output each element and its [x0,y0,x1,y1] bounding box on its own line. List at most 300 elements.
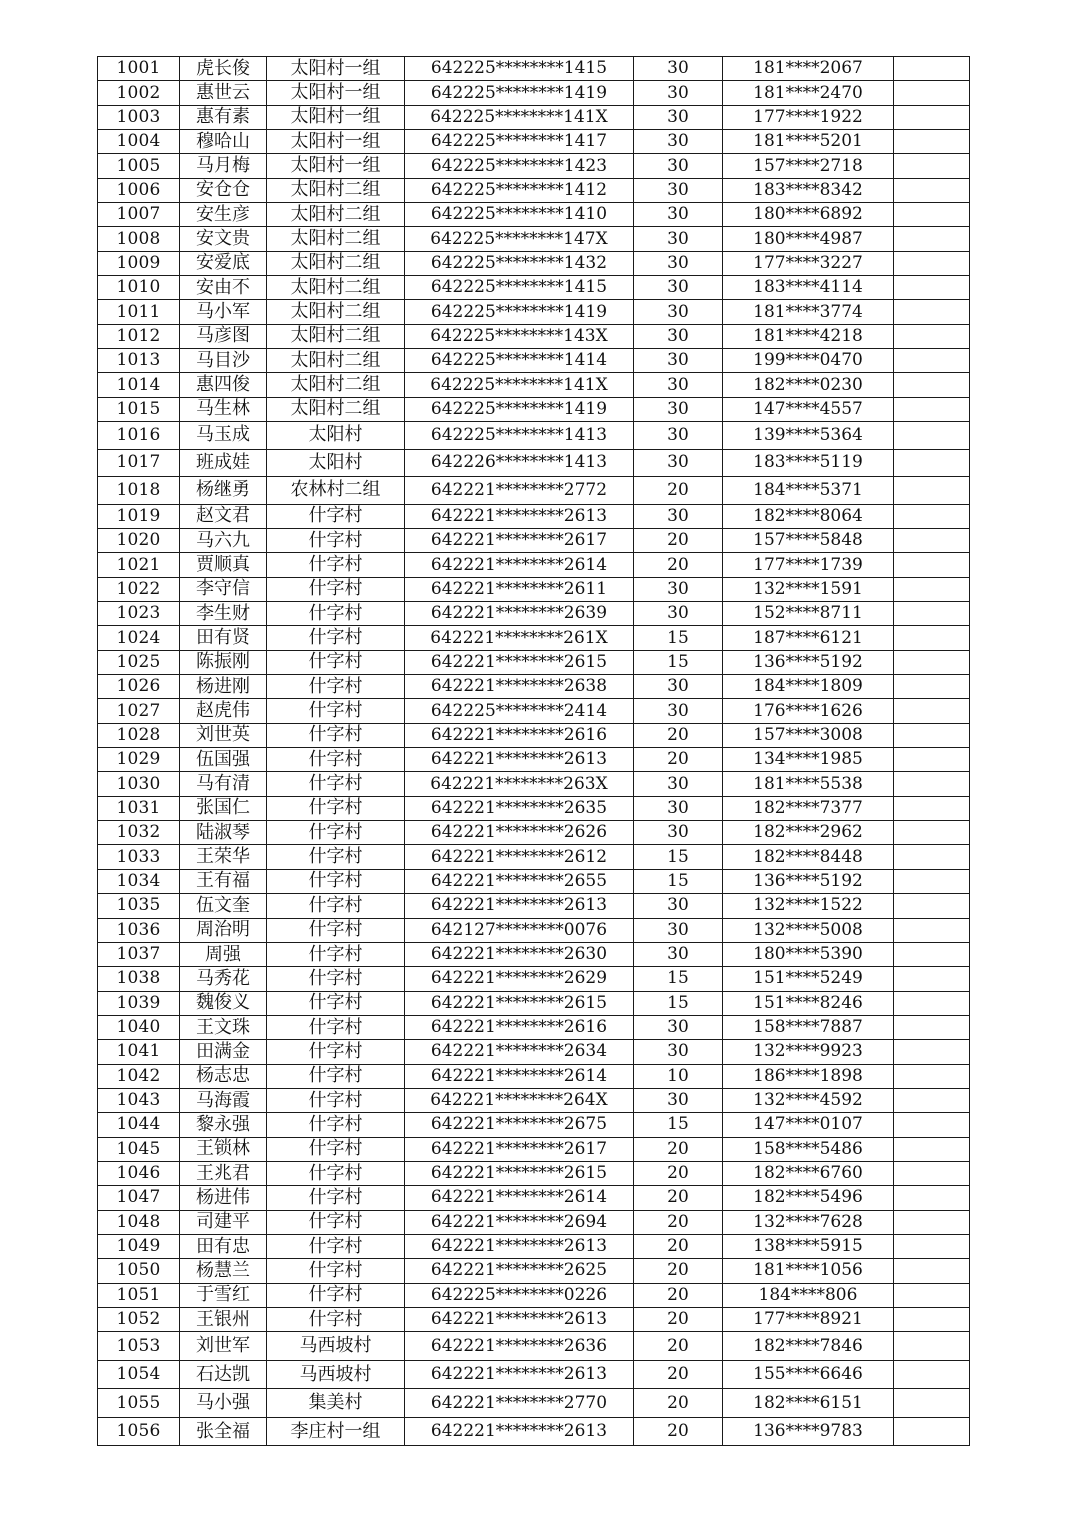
table-row [98,1088,970,1112]
name-cell: 刘世英 [180,723,267,747]
table-row [98,942,970,966]
phone-cell: 182****8064 [723,504,894,528]
table-row [98,1360,970,1389]
phone-cell: 132****5008 [723,918,894,942]
amount-cell: 20 [634,1234,723,1258]
name-cell: 马秀花 [180,967,267,991]
phone-cell: 136****5192 [723,650,894,674]
remark-cell [894,300,970,324]
name-cell: 虎长俊 [180,57,267,81]
village-cell: 太阳村 [267,449,405,477]
village-cell: 什字村 [267,1308,405,1332]
village-cell: 太阳村二组 [267,397,405,421]
remark-cell [894,81,970,105]
name-cell: 王兆君 [180,1161,267,1185]
phone-cell: 183****8342 [723,178,894,202]
amount-cell: 15 [634,991,723,1015]
phone-cell: 138****5915 [723,1234,894,1258]
table-row [98,699,970,723]
remark-cell [894,529,970,553]
amount-cell: 15 [634,626,723,650]
amount-cell: 20 [634,748,723,772]
name-cell: 安爱底 [180,251,267,275]
table-row [98,105,970,129]
village-cell: 什字村 [267,1113,405,1137]
table-row [98,553,970,577]
table-body [98,57,970,1446]
remark-cell [894,57,970,81]
id-number-cell: 642221********2634 [405,1040,634,1064]
id-number-cell: 642226********1413 [405,449,634,477]
phone-cell: 183****4114 [723,276,894,300]
id-number-cell: 642221********2611 [405,577,634,601]
amount-cell: 30 [634,449,723,477]
id-number-cell: 642221********263X [405,772,634,796]
phone-cell: 181****2067 [723,57,894,81]
id-number-cell: 642221********2615 [405,1161,634,1185]
name-cell: 杨继勇 [180,477,267,505]
table-row [98,1064,970,1088]
id-number-cell: 642225********1417 [405,130,634,154]
amount-cell: 30 [634,251,723,275]
serial-number-cell: 1026 [98,675,180,699]
phone-cell: 157****3008 [723,723,894,747]
phone-cell: 151****8246 [723,991,894,1015]
serial-number-cell: 1002 [98,81,180,105]
name-cell: 王银州 [180,1308,267,1332]
id-number-cell: 642225********1414 [405,349,634,373]
amount-cell: 20 [634,529,723,553]
table-row [98,796,970,820]
amount-cell: 30 [634,349,723,373]
village-cell: 太阳村二组 [267,324,405,348]
remark-cell [894,1389,970,1418]
id-number-cell: 642221********2772 [405,477,634,505]
table-row [98,1308,970,1332]
amount-cell: 30 [634,942,723,966]
remark-cell [894,1417,970,1446]
amount-cell: 30 [634,57,723,81]
id-number-cell: 642221********2613 [405,894,634,918]
remark-cell [894,602,970,626]
phone-cell: 181****4218 [723,324,894,348]
phone-cell: 181****3774 [723,300,894,324]
village-cell: 什字村 [267,553,405,577]
phone-cell: 136****9783 [723,1417,894,1446]
table-row [98,1113,970,1137]
serial-number-cell: 1023 [98,602,180,626]
amount-cell: 20 [634,1308,723,1332]
serial-number-cell: 1001 [98,57,180,81]
table-row [98,449,970,477]
serial-number-cell: 1050 [98,1259,180,1283]
village-cell: 太阳村二组 [267,251,405,275]
remark-cell [894,845,970,869]
table-row [98,650,970,674]
village-cell: 太阳村二组 [267,373,405,397]
remark-cell [894,991,970,1015]
amount-cell: 20 [634,1186,723,1210]
id-number-cell: 642221********2613 [405,748,634,772]
serial-number-cell: 1018 [98,477,180,505]
table-row [98,1137,970,1161]
village-cell: 什字村 [267,772,405,796]
name-cell: 黎永强 [180,1113,267,1137]
amount-cell: 30 [634,1015,723,1039]
id-number-cell: 642127********0076 [405,918,634,942]
serial-number-cell: 1051 [98,1283,180,1307]
village-cell: 集美村 [267,1389,405,1418]
phone-cell: 182****2962 [723,821,894,845]
remark-cell [894,577,970,601]
village-cell: 太阳村二组 [267,300,405,324]
village-cell: 什字村 [267,1064,405,1088]
id-number-cell: 642225********2414 [405,699,634,723]
name-cell: 穆哈山 [180,130,267,154]
village-cell: 什字村 [267,1137,405,1161]
village-cell: 什字村 [267,869,405,893]
name-cell: 安仓仓 [180,178,267,202]
remark-cell [894,1015,970,1039]
amount-cell: 30 [634,918,723,942]
remark-cell [894,942,970,966]
remark-cell [894,1040,970,1064]
serial-number-cell: 1014 [98,373,180,397]
id-number-cell: 642225********0226 [405,1283,634,1307]
village-cell: 李庄村一组 [267,1417,405,1446]
village-cell: 太阳村一组 [267,57,405,81]
amount-cell: 15 [634,967,723,991]
serial-number-cell: 1046 [98,1161,180,1185]
id-number-cell: 642221********2614 [405,1186,634,1210]
village-cell: 什字村 [267,1186,405,1210]
village-cell: 什字村 [267,626,405,650]
table-row [98,276,970,300]
name-cell: 惠四俊 [180,373,267,397]
remark-cell [894,1088,970,1112]
name-cell: 李守信 [180,577,267,601]
id-number-cell: 642225********147X [405,227,634,251]
serial-number-cell: 1027 [98,699,180,723]
name-cell: 马月梅 [180,154,267,178]
table-row [98,1015,970,1039]
id-number-cell: 642221********2638 [405,675,634,699]
village-cell: 太阳村二组 [267,349,405,373]
remark-cell [894,796,970,820]
serial-number-cell: 1049 [98,1234,180,1258]
remark-cell [894,553,970,577]
phone-cell: 157****2718 [723,154,894,178]
table-row [98,1417,970,1446]
amount-cell: 30 [634,1088,723,1112]
amount-cell: 20 [634,1259,723,1283]
name-cell: 王有福 [180,869,267,893]
amount-cell: 20 [634,1161,723,1185]
village-cell: 什字村 [267,942,405,966]
table-row [98,178,970,202]
phone-cell: 177****3227 [723,251,894,275]
table-row [98,1161,970,1185]
serial-number-cell: 1040 [98,1015,180,1039]
phone-cell: 158****7887 [723,1015,894,1039]
amount-cell: 30 [634,81,723,105]
amount-cell: 30 [634,373,723,397]
phone-cell: 182****6151 [723,1389,894,1418]
table-row [98,1259,970,1283]
name-cell: 王文珠 [180,1015,267,1039]
id-number-cell: 642225********1432 [405,251,634,275]
name-cell: 杨进伟 [180,1186,267,1210]
remark-cell [894,967,970,991]
amount-cell: 30 [634,894,723,918]
village-cell: 什字村 [267,796,405,820]
village-cell: 太阳村一组 [267,130,405,154]
id-number-cell: 642221********2630 [405,942,634,966]
id-number-cell: 642221********2617 [405,529,634,553]
id-number-cell: 642221********2612 [405,845,634,869]
phone-cell: 181****2470 [723,81,894,105]
table-row [98,251,970,275]
table-row [98,1332,970,1361]
name-cell: 安生彦 [180,203,267,227]
village-cell: 什字村 [267,1210,405,1234]
id-number-cell: 642225********1419 [405,397,634,421]
id-number-cell: 642221********264X [405,1088,634,1112]
serial-number-cell: 1034 [98,869,180,893]
phone-cell: 157****5848 [723,529,894,553]
amount-cell: 20 [634,1360,723,1389]
table-row [98,577,970,601]
amount-cell: 20 [634,1210,723,1234]
phone-cell: 182****8448 [723,845,894,869]
table-row [98,130,970,154]
remark-cell [894,227,970,251]
remark-cell [894,699,970,723]
id-number-cell: 642225********1415 [405,57,634,81]
village-cell: 什字村 [267,699,405,723]
table-row [98,1210,970,1234]
amount-cell: 30 [634,772,723,796]
table-row [98,324,970,348]
serial-number-cell: 1032 [98,821,180,845]
id-number-cell: 642225********1412 [405,178,634,202]
serial-number-cell: 1056 [98,1417,180,1446]
amount-cell: 20 [634,1283,723,1307]
remark-cell [894,821,970,845]
amount-cell: 30 [634,821,723,845]
table-row [98,1040,970,1064]
village-cell: 什字村 [267,675,405,699]
name-cell: 司建平 [180,1210,267,1234]
phone-cell: 152****8711 [723,602,894,626]
id-number-cell: 642221********2625 [405,1259,634,1283]
remark-cell [894,1186,970,1210]
serial-number-cell: 1017 [98,449,180,477]
beneficiary-table [97,56,970,1446]
amount-cell: 15 [634,1113,723,1137]
name-cell: 班成娃 [180,449,267,477]
village-cell: 农林村二组 [267,477,405,505]
serial-number-cell: 1020 [98,529,180,553]
name-cell: 张国仁 [180,796,267,820]
name-cell: 马小强 [180,1389,267,1418]
remark-cell [894,422,970,450]
phone-cell: 132****1591 [723,577,894,601]
table-row [98,772,970,796]
serial-number-cell: 1024 [98,626,180,650]
remark-cell [894,373,970,397]
table-row [98,422,970,450]
table-row [98,1389,970,1418]
remark-cell [894,449,970,477]
serial-number-cell: 1052 [98,1308,180,1332]
village-cell: 马西坡村 [267,1332,405,1361]
remark-cell [894,748,970,772]
remark-cell [894,397,970,421]
id-number-cell: 642221********2694 [405,1210,634,1234]
name-cell: 于雪红 [180,1283,267,1307]
table-row [98,1283,970,1307]
amount-cell: 20 [634,1332,723,1361]
table-row [98,397,970,421]
name-cell: 张全福 [180,1417,267,1446]
remark-cell [894,723,970,747]
serial-number-cell: 1031 [98,796,180,820]
phone-cell: 182****5496 [723,1186,894,1210]
name-cell: 陆淑琴 [180,821,267,845]
id-number-cell: 642221********2613 [405,1234,634,1258]
name-cell: 杨进刚 [180,675,267,699]
name-cell: 王锁林 [180,1137,267,1161]
serial-number-cell: 1047 [98,1186,180,1210]
table-row [98,300,970,324]
phone-cell: 158****5486 [723,1137,894,1161]
serial-number-cell: 1037 [98,942,180,966]
table-row [98,373,970,397]
phone-cell: 181****5538 [723,772,894,796]
name-cell: 伍文奎 [180,894,267,918]
serial-number-cell: 1016 [98,422,180,450]
serial-number-cell: 1025 [98,650,180,674]
phone-cell: 182****6760 [723,1161,894,1185]
phone-cell: 132****4592 [723,1088,894,1112]
village-cell: 太阳村二组 [267,276,405,300]
table-row [98,349,970,373]
village-cell: 太阳村一组 [267,81,405,105]
village-cell: 什字村 [267,504,405,528]
serial-number-cell: 1041 [98,1040,180,1064]
amount-cell: 15 [634,650,723,674]
village-cell: 什字村 [267,918,405,942]
id-number-cell: 642221********2615 [405,650,634,674]
table-row [98,845,970,869]
id-number-cell: 642221********2615 [405,991,634,1015]
id-number-cell: 642225********1413 [405,422,634,450]
name-cell: 田满金 [180,1040,267,1064]
id-number-cell: 642225********141X [405,373,634,397]
remark-cell [894,178,970,202]
name-cell: 周强 [180,942,267,966]
id-number-cell: 642221********2770 [405,1389,634,1418]
name-cell: 王荣华 [180,845,267,869]
amount-cell: 30 [634,227,723,251]
id-number-cell: 642221********2629 [405,967,634,991]
name-cell: 马六九 [180,529,267,553]
village-cell: 什字村 [267,577,405,601]
phone-cell: 184****5371 [723,477,894,505]
id-number-cell: 642221********2617 [405,1137,634,1161]
id-number-cell: 642221********2613 [405,1360,634,1389]
remark-cell [894,1360,970,1389]
amount-cell: 20 [634,723,723,747]
remark-cell [894,650,970,674]
name-cell: 惠有素 [180,105,267,129]
serial-number-cell: 1013 [98,349,180,373]
name-cell: 李生财 [180,602,267,626]
table-row [98,869,970,893]
amount-cell: 30 [634,105,723,129]
phone-cell: 134****1985 [723,748,894,772]
amount-cell: 30 [634,699,723,723]
remark-cell [894,504,970,528]
remark-cell [894,1161,970,1185]
serial-number-cell: 1038 [98,967,180,991]
phone-cell: 132****9923 [723,1040,894,1064]
remark-cell [894,251,970,275]
village-cell: 什字村 [267,845,405,869]
id-number-cell: 642221********2614 [405,1064,634,1088]
village-cell: 什字村 [267,1283,405,1307]
name-cell: 安文贵 [180,227,267,251]
table-row [98,227,970,251]
serial-number-cell: 1005 [98,154,180,178]
remark-cell [894,894,970,918]
table-row [98,748,970,772]
phone-cell: 132****1522 [723,894,894,918]
phone-cell: 132****7628 [723,1210,894,1234]
phone-cell: 199****0470 [723,349,894,373]
id-number-cell: 642221********261X [405,626,634,650]
serial-number-cell: 1033 [98,845,180,869]
remark-cell [894,1210,970,1234]
remark-cell [894,324,970,348]
village-cell: 什字村 [267,650,405,674]
village-cell: 马西坡村 [267,1360,405,1389]
remark-cell [894,869,970,893]
amount-cell: 30 [634,324,723,348]
phone-cell: 139****5364 [723,422,894,450]
id-number-cell: 642225********1410 [405,203,634,227]
phone-cell: 182****7846 [723,1332,894,1361]
remark-cell [894,1234,970,1258]
phone-cell: 177****8921 [723,1308,894,1332]
id-number-cell: 642225********1419 [405,300,634,324]
amount-cell: 15 [634,869,723,893]
table-row [98,675,970,699]
serial-number-cell: 1010 [98,276,180,300]
serial-number-cell: 1045 [98,1137,180,1161]
serial-number-cell: 1030 [98,772,180,796]
phone-cell: 177****1739 [723,553,894,577]
serial-number-cell: 1043 [98,1088,180,1112]
name-cell: 马小军 [180,300,267,324]
phone-cell: 181****5201 [723,130,894,154]
id-number-cell: 642221********2616 [405,723,634,747]
serial-number-cell: 1003 [98,105,180,129]
serial-number-cell: 1039 [98,991,180,1015]
amount-cell: 20 [634,1389,723,1418]
name-cell: 杨志忠 [180,1064,267,1088]
